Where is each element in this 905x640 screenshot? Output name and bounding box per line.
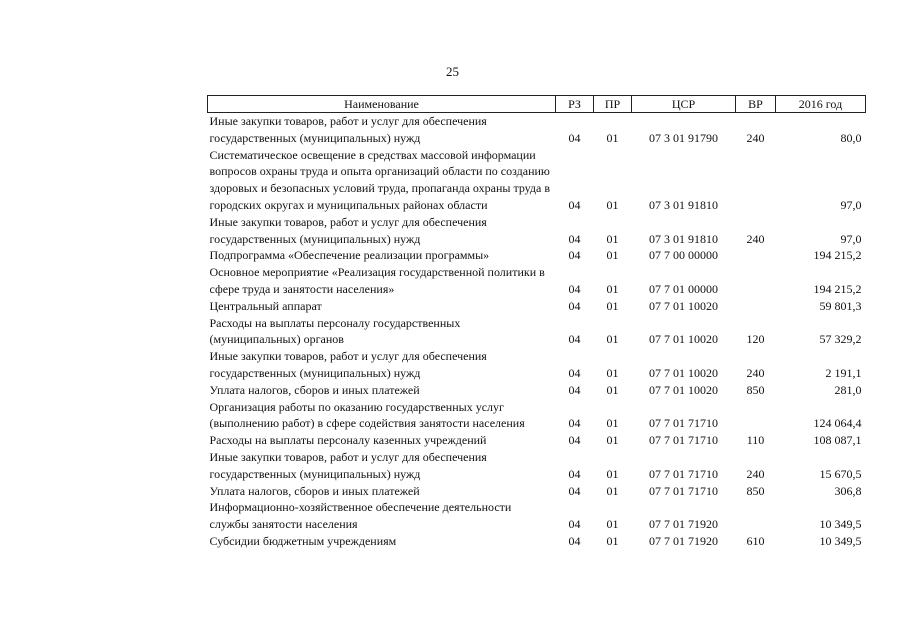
row-name: Иные закупки товаров, работ и услуг для обеспечения государственных (муниципальных) нужд [209, 449, 487, 481]
row-vr: 240 [746, 231, 765, 246]
row-vr: 240 [746, 466, 765, 481]
row-rz: 04 [568, 130, 581, 145]
row-csr: 07 3 01 91810 [649, 231, 718, 246]
row-sum: 97,0 [840, 231, 862, 246]
row-name: Иные закупки товаров, работ и услуг для обеспечения государственных (муниципальных) нужд [209, 114, 487, 145]
row-pr: 01 [606, 130, 619, 145]
row-name: Систематическое освещение в средствах массовой информации вопросов охраны труда и опыта организаций области по созданию здоровых и безопасных условий труда, пропаганда охраны труда в городских округах и муниципальных районах области [209, 147, 551, 212]
row-sum: 10 349,5 [819, 517, 862, 532]
row-csr: 07 7 01 71710 [649, 433, 718, 448]
table-row [208, 298, 866, 315]
row-pr: 01 [606, 483, 619, 498]
row-rz: 04 [568, 382, 581, 397]
row-pr: 01 [606, 197, 619, 212]
row-vr: 110 [746, 433, 765, 448]
table-row [208, 432, 866, 449]
row-vr: 850 [746, 483, 765, 498]
row-sum: 15 670,5 [819, 466, 862, 481]
table-row [208, 315, 866, 349]
row-name: Расходы на выплаты персоналу казенных учреждений [209, 433, 487, 448]
table-row [208, 214, 866, 248]
table-row [208, 499, 866, 533]
row-pr: 01 [606, 416, 619, 431]
header-rz: РЗ [556, 96, 594, 113]
row-rz: 04 [568, 533, 581, 548]
row-csr: 07 7 01 71710 [649, 466, 718, 481]
row-sum: 10 349,5 [819, 533, 862, 548]
row-pr: 01 [606, 365, 619, 380]
row-csr: 07 7 01 10020 [649, 298, 718, 313]
table-row [208, 247, 866, 264]
row-sum: 80,0 [840, 130, 862, 145]
table-row [208, 449, 866, 483]
row-name: Основное мероприятие «Реализация государственной политики в сфере труда и занятости населения» [209, 265, 545, 296]
table-row [208, 483, 866, 500]
row-csr: 07 7 01 10020 [649, 332, 718, 347]
row-sum: 124 064,4 [813, 416, 862, 431]
budget-table [207, 95, 866, 550]
row-rz: 04 [568, 466, 581, 481]
row-rz: 04 [568, 231, 581, 246]
row-sum: 59 801,3 [819, 298, 862, 313]
row-rz: 04 [568, 298, 581, 313]
row-csr: 07 7 01 10020 [649, 382, 718, 397]
row-name: Подпрограмма «Обеспечение реализации программы» [209, 248, 490, 263]
row-rz: 04 [568, 483, 581, 498]
header-name: Наименование [208, 96, 556, 113]
table-row [208, 399, 866, 433]
row-sum: 57 329,2 [819, 332, 862, 347]
row-sum: 108 087,1 [813, 433, 862, 448]
row-name: Уплата налогов, сборов и иных платежей [209, 483, 420, 498]
row-vr [736, 499, 776, 533]
header-pr: ПР [594, 96, 632, 113]
row-rz: 04 [568, 332, 581, 347]
row-sum: 306,8 [834, 483, 862, 498]
row-name: Информационно-хозяйственное обеспечение деятельности службы занятости населения [209, 500, 512, 532]
table-row [208, 264, 866, 298]
row-csr: 07 7 01 00000 [649, 281, 718, 296]
row-vr: 240 [746, 130, 765, 145]
row-vr [736, 264, 776, 298]
row-sum: 194 215,2 [813, 281, 862, 296]
row-csr: 07 3 01 91810 [649, 197, 718, 212]
row-csr: 07 7 00 00000 [649, 248, 718, 263]
row-name: Расходы на выплаты персоналу государственных (муниципальных) органов [209, 315, 461, 347]
row-name: Центральный аппарат [209, 298, 322, 313]
header-vr: ВР [736, 96, 776, 113]
row-rz: 04 [568, 365, 581, 380]
row-rz: 04 [568, 248, 581, 263]
row-rz: 04 [568, 416, 581, 431]
row-pr: 01 [606, 231, 619, 246]
row-name: Уплата налогов, сборов и иных платежей [209, 382, 420, 397]
row-name: Иные закупки товаров, работ и услуг для обеспечения государственных (муниципальных) нужд [209, 349, 487, 380]
row-sum: 97,0 [840, 197, 862, 212]
table-row [208, 113, 866, 147]
row-sum: 281,0 [834, 382, 862, 397]
row-pr: 01 [606, 517, 619, 532]
row-vr [736, 298, 776, 315]
row-pr: 01 [606, 332, 619, 347]
row-sum: 2 191,1 [825, 365, 862, 380]
row-pr: 01 [606, 248, 619, 263]
row-pr: 01 [606, 533, 619, 548]
row-csr: 07 7 01 71920 [649, 533, 718, 548]
row-vr: 120 [746, 332, 765, 347]
header-year: 2016 год [776, 96, 866, 113]
row-vr [736, 399, 776, 433]
row-rz: 04 [568, 281, 581, 296]
table-row [208, 382, 866, 399]
row-name: Иные закупки товаров, работ и услуг для обеспечения государственных (муниципальных) нужд [209, 214, 487, 246]
row-pr: 01 [606, 281, 619, 296]
row-rz: 04 [568, 433, 581, 448]
table-row [208, 147, 866, 214]
row-vr [736, 147, 776, 214]
row-vr: 850 [746, 382, 765, 397]
row-csr: 07 7 01 10020 [649, 365, 718, 380]
table-header-row [208, 96, 866, 113]
row-csr: 07 7 01 71920 [649, 517, 718, 532]
row-vr: 610 [746, 533, 765, 548]
row-pr: 01 [606, 298, 619, 313]
row-rz: 04 [568, 517, 581, 532]
row-vr: 240 [746, 365, 765, 380]
row-rz: 04 [568, 197, 581, 212]
row-csr: 07 7 01 71710 [649, 483, 718, 498]
row-name: Субсидии бюджетным учреждениям [209, 533, 397, 548]
header-csr: ЦСР [632, 96, 736, 113]
row-sum: 194 215,2 [813, 248, 862, 263]
table-row [208, 348, 866, 382]
row-csr: 07 3 01 91790 [649, 130, 718, 145]
row-name: Организация работы по оказанию государственных услуг (выполнению работ) в сфере содействия занятости населения [209, 399, 525, 431]
row-pr: 01 [606, 466, 619, 481]
page-number: 25 [446, 64, 459, 79]
row-pr: 01 [606, 433, 619, 448]
table-row [208, 533, 866, 550]
row-csr: 07 7 01 71710 [649, 416, 718, 431]
row-pr: 01 [606, 382, 619, 397]
row-vr [736, 247, 776, 264]
